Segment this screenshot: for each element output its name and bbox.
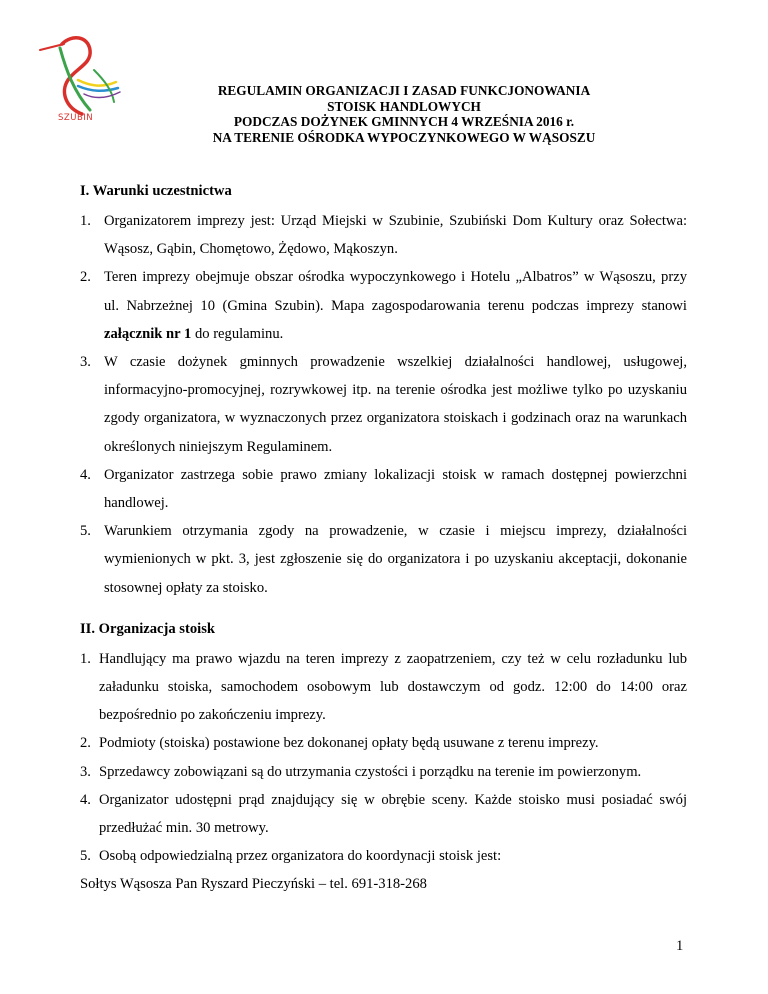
stalls-list [80, 645, 687, 899]
list-item: 3. Sprzedawcy zobowiązani są do utrzymania czystości i porządku na terenie im powierzonym. [80, 763, 642, 780]
list-item: 2. Podmioty (stoiska) postawione bez dokonanej opłaty będą usuwane z terenu imprezy. [80, 735, 599, 752]
section-heading-conditions: I. Warunki uczestnictwa [80, 183, 232, 199]
document-title [120, 83, 688, 145]
title-line: STOISK HANDLOWYCH [327, 98, 481, 114]
list-item: 1. Handlujący ma prawo wjazdu na teren imprezy z zaopatrzeniem, czy też w celu rozładunku lub załadunku stoiska, samochodem osobowym lub dostawczym od godz. 12:00 do 14:00 oraz bezpośrednio po zakończeniu imprezy. [80, 650, 687, 724]
list-item: 5. Warunkiem otrzymania zgody na prowadzenie, w czasie i miejscu imprezy, działalności wymienionych w pkt. 3, jest zgłoszenie się do organizatora i po uzyskaniu akceptacji, dokonanie stosownej opłaty za stoisko. [80, 523, 687, 596]
page-number: 1 [676, 938, 684, 954]
list-item: 1. Organizatorem imprezy jest: Urząd Miejski w Szubinie, Szubiński Dom Kultury oraz Sołectwa: Wąsosz, Gąbin, Chomętowo, Żędowo, Mąkoszyn. [80, 213, 687, 258]
document-body [80, 182, 687, 899]
list-item: 2. Teren imprezy obejmuje obszar ośrodka wypoczynkowego i Hotelu „Albatros” w Wąsoszu, przy ul. Nabrzeżnej 10 (Gmina Szubin). Mapa zagospodarowania terenu podczas imprezy stanowi załącznik nr 1 do regulaminu. [80, 269, 687, 342]
list-item: 5. Osobą odpowiedzialną przez organizatora do koordynacji stoisk jest: Sołtys Wąsosza Pan Ryszard Pieczyński – tel. 691-318-268 [80, 842, 687, 898]
contact-person: Sołtys Wąsosza Pan Ryszard Pieczyński – tel. 691-318-268 [80, 876, 427, 893]
title-line: PODCZAS DOŻYNEK GMINNYCH 4 WRZEŚNIA 2016 r. [233, 114, 575, 129]
attachment-reference: załącznik nr 1 [104, 325, 192, 342]
list-item: 3. W czasie dożynek gminnych prowadzenie wszelkiej działalności handlowej, usługowej, informacyjno-promocyjnej, rozrywkowej itp. na terenie ośrodka jest możliwe tylko po uzyskaniu zgody organizatora, w wyznaczonych przez organizatora stoiskach i godzinach oraz na warunkach określonych niniejszym Regulaminem. [80, 354, 687, 455]
logo-text: SZUBIN [58, 113, 94, 123]
list-item: 4. Organizator udostępni prąd znajdujący się w obrębie sceny. Każde stoisko musi posiadać swój przedłużać min. 30 metrowy. [80, 791, 687, 837]
title-line: NA TERENIE OŚRODKA WYPOCZYNKOWEGO W WĄSOSZU [212, 129, 596, 145]
title-line: REGULAMIN ORGANIZACJI I ZASAD FUNKCJONOWANIA [217, 83, 591, 98]
conditions-list [80, 207, 687, 602]
szubin-logo [38, 30, 124, 126]
section-heading-stalls: II. Organizacja stoisk [80, 620, 215, 637]
list-item: 4. Organizator zastrzega sobie prawo zmiany lokalizacji stoisk w ramach dostępnej powierzchni handlowej. [80, 466, 687, 512]
